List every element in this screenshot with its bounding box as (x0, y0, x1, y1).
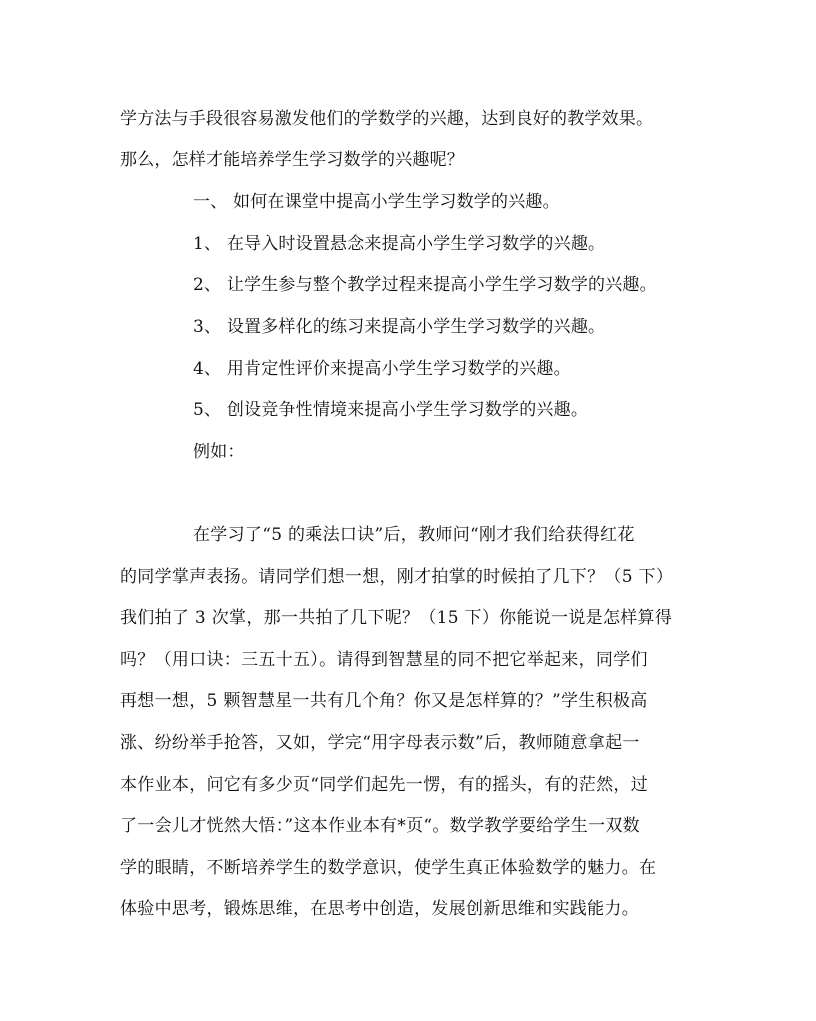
paragraph-line: 涨、纷纷举手抢答，又如，学完“用字母表示数”后，教师随意拿起一 (120, 733, 640, 753)
list-item-4: 4、 用肯定性评价来提高小学生学习数学的兴趣。 (193, 359, 571, 379)
example-label: 例如： (193, 442, 245, 462)
paragraph-line: 再想一想，5 颗智慧星一共有几个角？你又是怎样算的？”学生积极高 (120, 691, 648, 711)
paragraph-line: 学的眼睛，不断培养学生的数学意识，使学生真正体验数学的魅力。在 (120, 858, 657, 878)
paragraph-line: 吗？（用口诀：三五十五）。请得到智慧星的同不把它举起来，同学们 (120, 650, 648, 670)
list-item-5: 5、 创设竞争性情境来提高小学生学习数学的兴趣。 (193, 400, 589, 420)
paragraph-line: 在学习了“5 的乘法口诀”后，教师问“刚才我们给获得红花 (193, 525, 635, 545)
list-item-2: 2、 让学生参与整个教学过程来提高小学生学习数学的兴趣。 (193, 275, 657, 295)
paragraph-line: 了一会儿才恍然大悟：”这本作业本有*页“。数学教学要给学生一双数 (120, 816, 640, 836)
paragraph-line: 我们拍了 3 次掌，那一共拍了几下呢？（15 下）你能说一说是怎样算得 (120, 608, 673, 628)
section-heading: 一、 如何在课堂中提高小学生学习数学的兴趣。 (193, 192, 560, 212)
paragraph-line: 的同学掌声表扬。请同学们想一想，刚才拍掌的时候拍了几下？（5 下） (120, 567, 674, 587)
intro-line-2: 那么，怎样才能培养学生学习数学的兴趣呢？ (120, 150, 464, 170)
list-item-1: 1、 在导入时设置悬念来提高小学生学习数学的兴趣。 (193, 234, 606, 254)
paragraph-line: 本作业本，问它有多少页“同学们起先一愣，有的摇头，有的茫然，过 (120, 775, 648, 795)
paragraph-line: 体验中思考，锻炼思维，在思考中创造，发展创新思维和实践能力。 (120, 899, 639, 919)
list-item-3: 3、 设置多样化的练习来提高小学生学习数学的兴趣。 (193, 317, 606, 337)
intro-line-1: 学方法与手段很容易激发他们的学数学的兴趣，达到良好的教学效果。 (120, 109, 654, 129)
